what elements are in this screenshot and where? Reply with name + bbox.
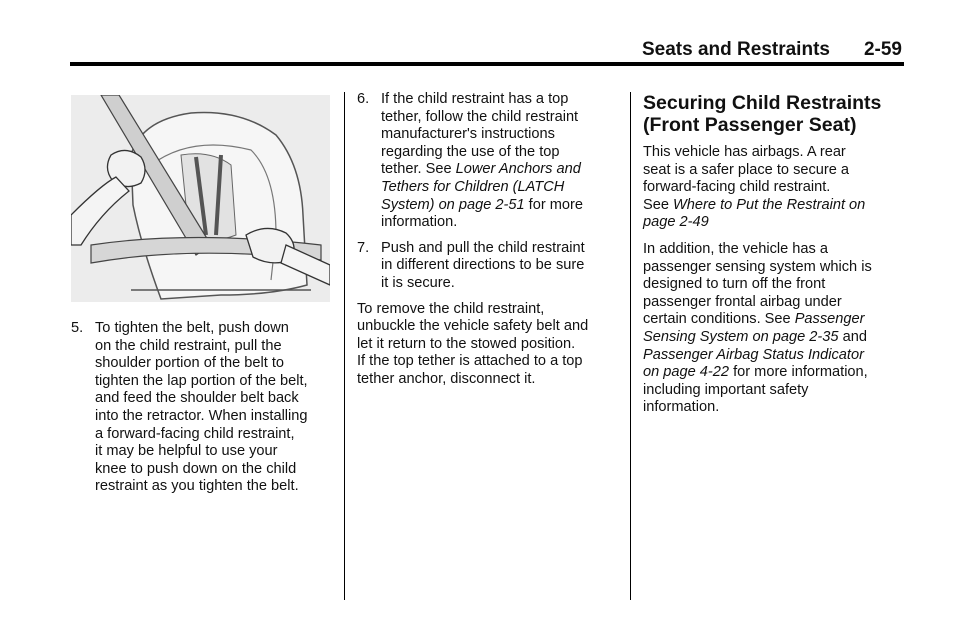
text-line: unbuckle the vehicle safety belt and	[357, 318, 589, 335]
text-line: it may be helpful to use your	[95, 443, 278, 460]
cross-reference[interactable]: Where to Put the Restraint on	[673, 196, 866, 213]
text-line: forward-facing child restraint.	[643, 179, 831, 196]
text-run: certain conditions. See	[643, 311, 795, 328]
text-line: This vehicle has airbags. A rear	[643, 144, 846, 160]
step-number: 5.	[71, 320, 84, 336]
removal-paragraph	[357, 301, 625, 389]
cross-reference[interactable]: page 2-49	[643, 214, 709, 231]
column-divider	[630, 92, 631, 600]
step-5	[71, 320, 339, 496]
text-line: passenger frontal airbag under	[643, 293, 842, 310]
text-line	[643, 311, 905, 329]
text-line: including important safety	[643, 381, 809, 398]
child-seat-illustration	[71, 95, 330, 302]
text-line: If the top tether is attached to a top	[357, 353, 583, 370]
text-line: To tighten the belt, push down	[95, 320, 289, 336]
cross-reference[interactable]: Passenger Airbag Status Indicator	[643, 346, 864, 363]
text-line: Push and pull the child restraint	[381, 239, 585, 256]
text-line: in different directions to be sure	[381, 257, 585, 274]
step-number: 6.	[357, 91, 370, 107]
text-line: information.	[381, 214, 458, 231]
section-title: Seats and Restraints	[642, 39, 830, 60]
cross-reference[interactable]: Sensing System on page 2-35	[643, 328, 839, 345]
airbag-paragraph	[643, 144, 905, 232]
text-line: information.	[643, 399, 720, 416]
text-line: tether, follow the child restraint	[381, 108, 579, 125]
text-line: To remove the child restraint,	[357, 300, 545, 317]
text-line: designed to turn off the front	[643, 276, 826, 293]
cross-reference[interactable]: Passenger	[794, 311, 865, 328]
text-line: let it return to the stowed position.	[357, 335, 576, 352]
column-2	[357, 91, 625, 398]
text-run: for more information,	[729, 364, 868, 381]
text-line: restraint as you tighten the belt.	[95, 478, 299, 495]
step-text	[95, 320, 339, 496]
text-run: for more	[524, 196, 583, 213]
text-line: In addition, the vehicle has a	[643, 240, 828, 257]
text-line	[381, 161, 625, 179]
column-1	[71, 320, 339, 504]
step-6	[357, 91, 625, 232]
page-number: 2-59	[863, 39, 902, 60]
text-line	[381, 197, 625, 215]
text-line: into the retractor. When installing	[95, 407, 308, 424]
text-run: tether. See	[381, 161, 456, 178]
text-run: See	[643, 196, 674, 213]
step-text	[381, 240, 625, 293]
text-line: on the child restraint, pull the	[95, 337, 282, 354]
column-divider	[344, 92, 345, 600]
child-seat-belt-illustration-icon	[71, 95, 330, 302]
sensing-paragraph	[643, 241, 905, 417]
page-header	[0, 38, 902, 62]
text-line	[643, 329, 905, 347]
step-number: 7.	[357, 239, 370, 256]
column-3	[643, 92, 905, 426]
cross-reference[interactable]: System) on page 2-51	[381, 196, 525, 213]
text-line: it is secure.	[381, 274, 455, 291]
cross-reference[interactable]: Lower Anchors and	[455, 161, 581, 178]
step-text	[381, 91, 625, 232]
cross-reference[interactable]: Tethers for Children (LATCH	[381, 178, 565, 195]
text-line: knee to push down on the child	[95, 460, 297, 477]
text-line: manufacturer's instructions	[381, 126, 555, 143]
text-line: a forward-facing child restraint,	[95, 425, 295, 442]
text-line: shoulder portion of the belt to	[95, 355, 285, 372]
heading-line: (Front Passenger Seat)	[643, 114, 857, 136]
step-7	[357, 240, 625, 293]
text-line: If the child restraint has a top	[381, 91, 569, 107]
text-line: seat is a safer place to secure a	[643, 161, 850, 178]
text-line: passenger sensing system which is	[643, 258, 872, 275]
text-run: and	[838, 328, 867, 345]
header-rule	[70, 62, 904, 66]
text-line: and feed the shoulder belt back	[95, 390, 299, 407]
text-line	[643, 364, 905, 382]
text-line	[643, 197, 905, 215]
text-line: regarding the use of the top	[381, 143, 560, 160]
text-line: tighten the lap portion of the belt,	[95, 372, 308, 389]
heading-line: Securing Child Restraints	[643, 92, 882, 114]
section-heading	[643, 92, 905, 136]
cross-reference[interactable]: on page 4-22	[643, 364, 730, 381]
text-line: tether anchor, disconnect it.	[357, 370, 536, 387]
